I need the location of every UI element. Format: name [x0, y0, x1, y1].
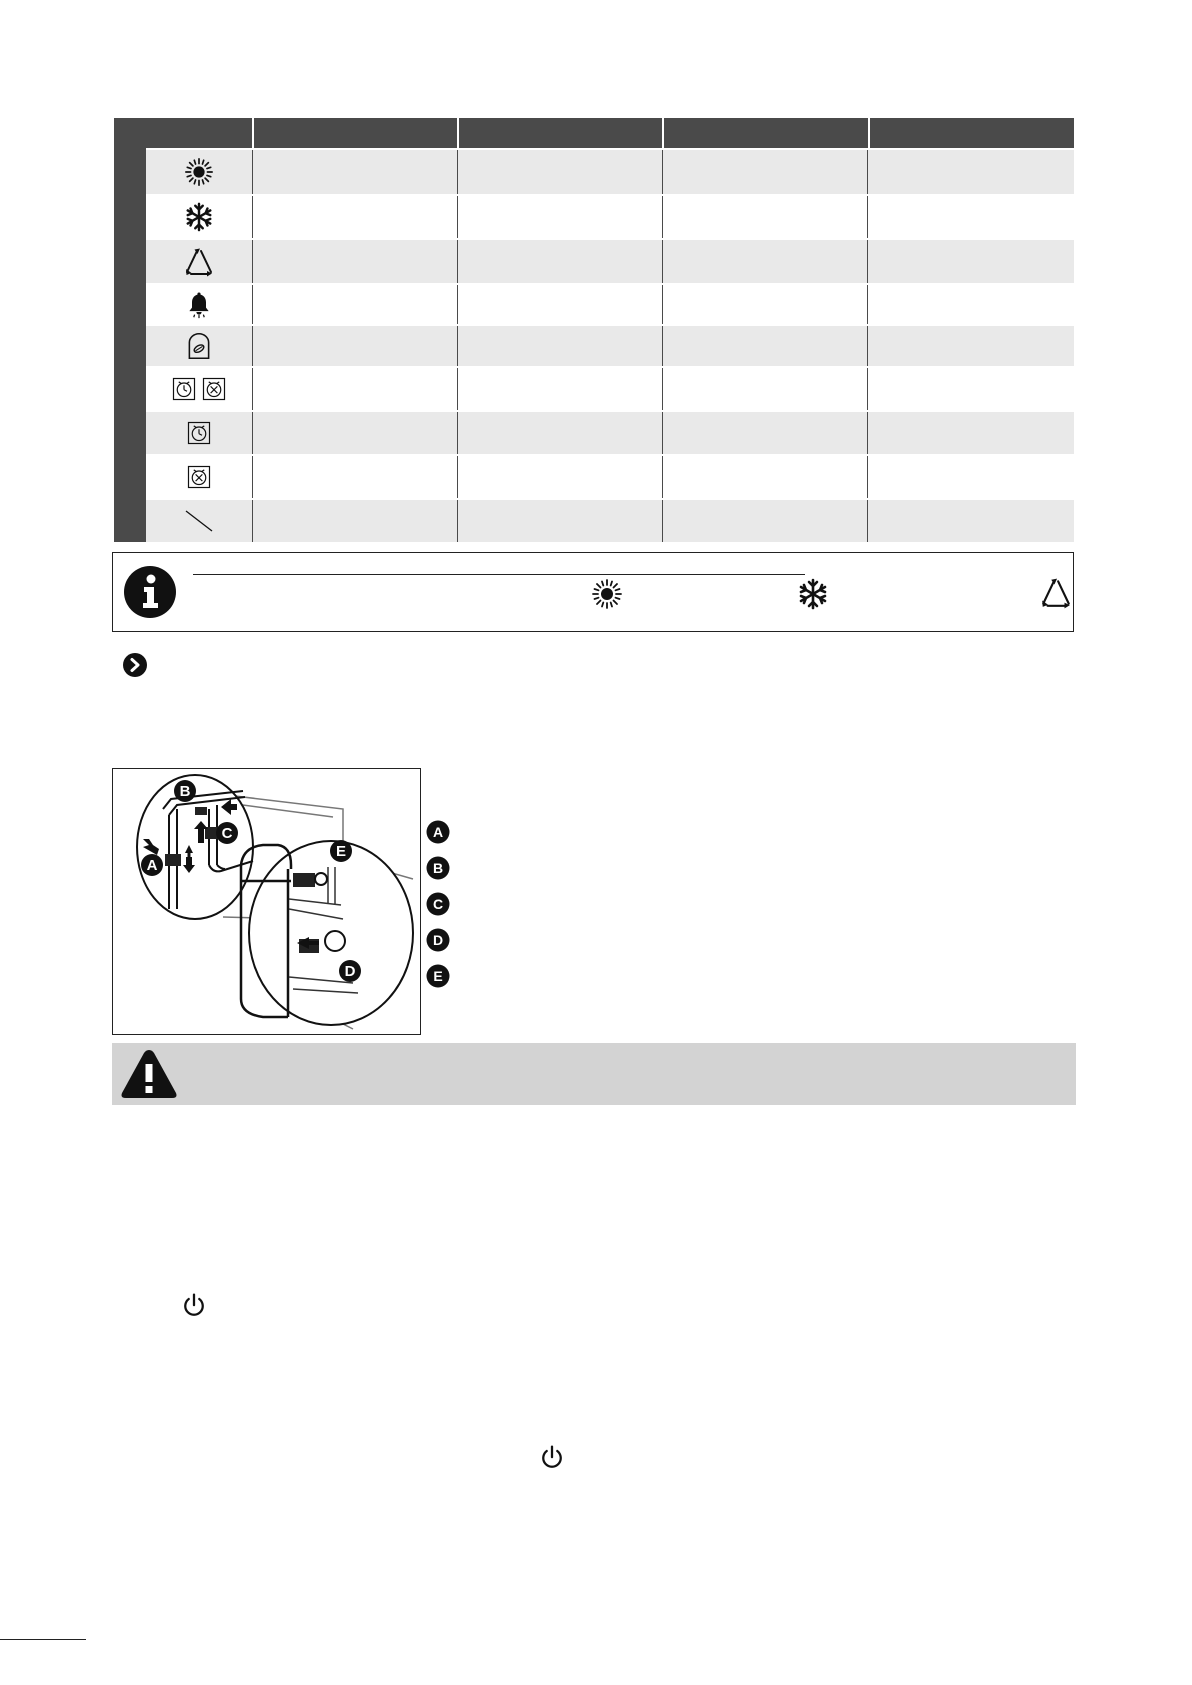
svg-text:B: B — [432, 860, 444, 876]
chevron-right-circle-icon — [123, 653, 147, 677]
table-row — [146, 454, 1074, 498]
diagonal-line-icon — [184, 508, 214, 534]
callout-a: A — [146, 857, 158, 874]
table-row — [146, 238, 1074, 283]
clock-icon — [172, 376, 196, 402]
sun-icon — [184, 157, 214, 187]
table-row — [146, 498, 1074, 542]
salt-tablet-container-icon — [185, 331, 213, 361]
softener-connection-illustration — [113, 769, 419, 1033]
info-box — [112, 552, 1074, 632]
table-row — [146, 283, 1074, 324]
header-cell — [459, 118, 664, 148]
cancel-timer-icon — [187, 464, 211, 490]
legend-badge-a — [426, 820, 450, 844]
table-row — [146, 410, 1074, 454]
table-row — [146, 324, 1074, 366]
table-side-header — [114, 148, 146, 542]
cycle-triangle-icon — [1039, 576, 1073, 610]
callout-d: D — [344, 963, 356, 980]
header-cell — [870, 118, 1074, 148]
svg-text:D: D — [432, 932, 444, 948]
svg-text:C: C — [432, 896, 444, 912]
footer-rule — [0, 1639, 86, 1640]
legend-badge-c — [426, 892, 450, 916]
legend-badge-e — [426, 964, 450, 988]
symbol-table — [114, 118, 1074, 542]
header-cell — [664, 118, 869, 148]
installation-figure — [112, 768, 421, 1035]
table-row — [146, 366, 1074, 410]
snowflake-icon — [184, 202, 214, 232]
table-header — [114, 118, 1074, 148]
legend-badge-b — [426, 856, 450, 880]
power-icon — [180, 1292, 208, 1320]
callout-c: C — [221, 825, 233, 842]
info-rule — [193, 574, 805, 575]
info-icon — [123, 565, 177, 619]
power-icon — [538, 1444, 566, 1472]
header-cell — [114, 118, 254, 148]
callout-b: B — [179, 783, 191, 800]
warning-bar — [112, 1043, 1076, 1105]
table-body — [146, 148, 1074, 542]
svg-text:A: A — [432, 824, 444, 840]
callout-e: E — [335, 843, 347, 860]
warning-triangle-icon — [120, 1048, 178, 1100]
header-cell — [254, 118, 459, 148]
sun-icon — [591, 578, 623, 610]
snowflake-icon — [797, 578, 829, 610]
legend-badge-d — [426, 928, 450, 952]
cancel-timer-icon — [202, 376, 226, 402]
svg-text:E: E — [433, 968, 443, 984]
alarm-bell-icon — [185, 290, 213, 320]
clock-icon — [187, 420, 211, 446]
table-row — [146, 194, 1074, 238]
table-row — [146, 148, 1074, 194]
cycle-triangle-icon — [183, 246, 215, 278]
